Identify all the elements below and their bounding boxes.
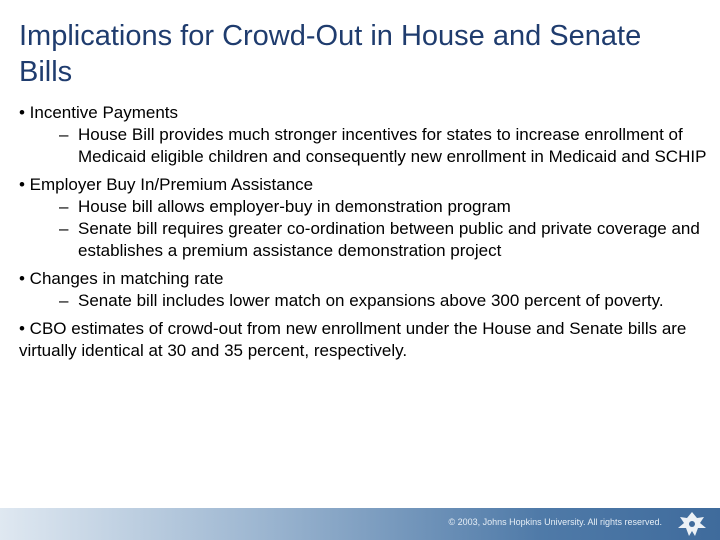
sub-bullet-text: Senate bill requires greater co-ordination between public and private coverage and establishes a premium assistance demonstration project <box>78 219 700 260</box>
dash-glyph: – <box>59 219 69 238</box>
sub-bullet <box>59 124 709 168</box>
bullet-incentive-payments <box>19 102 709 168</box>
copyright-text: © 2003, Johns Hopkins University. All rights reserved. <box>448 517 662 527</box>
bullet-text: • Changes in matching rate <box>19 269 224 288</box>
bullet-cbo-estimates <box>19 318 709 362</box>
sub-bullet <box>59 196 709 218</box>
bullet-text: • CBO estimates of crowd-out from new enrollment under the House and Senate bills are virtually identical at 30 and 35 percent, respectively. <box>19 319 687 360</box>
slide-title: Implications for Crowd-Out in House and Senate Bills <box>19 20 642 88</box>
dash-glyph: – <box>59 291 69 310</box>
bullet-matching-rate <box>19 268 709 312</box>
slide-content <box>19 102 709 368</box>
sub-bullet-text: House Bill provides much stronger incentives for states to increase enrollment of Medicaid eligible children and consequently new enrollment in Medicaid and SCHIP <box>78 125 707 166</box>
sub-bullet <box>59 218 709 262</box>
dash-glyph: – <box>59 125 69 144</box>
bullet-employer-buy-in <box>19 174 709 262</box>
university-seal-icon <box>670 509 714 540</box>
bullet-text: • Employer Buy In/Premium Assistance <box>19 175 314 194</box>
footer-bar <box>0 508 720 540</box>
sub-bullet <box>59 290 709 312</box>
dash-glyph: – <box>59 197 69 216</box>
bullet-text: • Incentive Payments <box>19 103 179 122</box>
sub-bullet-text: House bill allows employer-buy in demonstration program <box>78 197 511 216</box>
sub-bullet-text: Senate bill includes lower match on expansions above 300 percent of poverty. <box>78 291 664 310</box>
